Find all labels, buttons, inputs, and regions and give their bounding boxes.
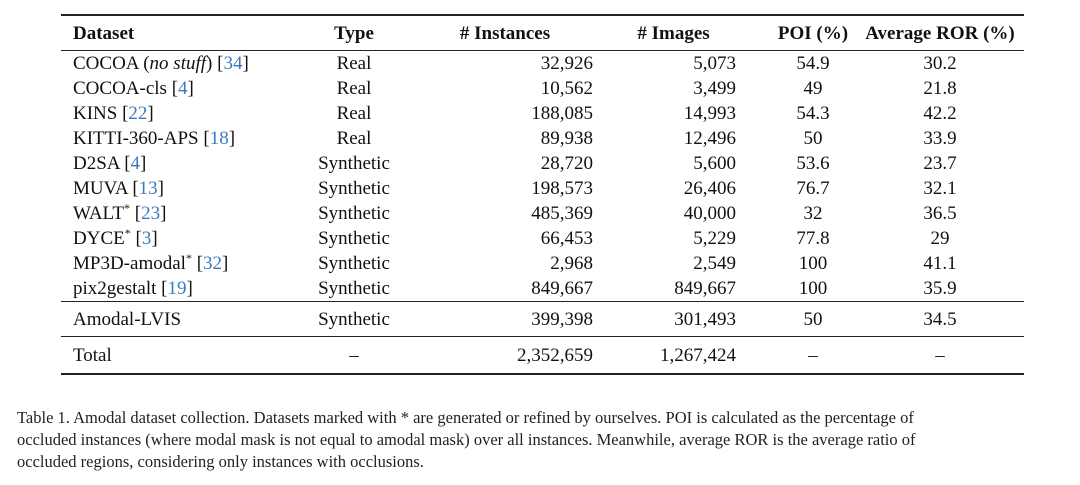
dataset-name: D2SA xyxy=(73,153,120,174)
cell-poi: 50 xyxy=(803,128,823,149)
cell-images: 3,499 xyxy=(693,78,736,99)
cell-images: 26,406 xyxy=(683,178,736,199)
cell-poi: 100 xyxy=(798,253,828,274)
cell-dataset: COCOA (no stuff) [34] xyxy=(73,53,249,74)
dataset-name: WALT xyxy=(73,203,125,224)
citation-link[interactable]: 32 xyxy=(203,253,223,274)
cell-poi: 49 xyxy=(803,78,823,99)
dataset-name: COCOA xyxy=(73,53,139,74)
cell-poi: 54.9 xyxy=(796,53,830,74)
cell-instances: 28,720 xyxy=(540,153,593,174)
dataset-name: MP3D-amodal xyxy=(73,253,186,274)
cell-dataset: DYCE* [3] xyxy=(73,226,158,249)
header-poi: POI (%) xyxy=(770,15,856,51)
cell-ror: 32.1 xyxy=(923,178,957,199)
cell-instances: 485,369 xyxy=(531,203,593,224)
cell-images: 2,549 xyxy=(693,253,736,274)
cell-images: 1,267,424 xyxy=(611,337,770,375)
header-ror: Average ROR (%) xyxy=(856,15,1024,51)
table-row xyxy=(61,101,1024,126)
cell-ror: 30.2 xyxy=(923,53,957,74)
cell-ror: 33.9 xyxy=(923,128,957,149)
cell-type: Synthetic xyxy=(318,203,390,224)
cell-ror: 36.5 xyxy=(923,203,957,224)
refined-marker: * xyxy=(124,201,131,215)
cell-type: Synthetic xyxy=(318,178,390,199)
cell-type: Synthetic xyxy=(318,153,390,174)
table-row xyxy=(61,176,1024,201)
cell-ror: 23.7 xyxy=(923,153,957,174)
table-row xyxy=(61,76,1024,101)
cell-ror: 42.2 xyxy=(923,103,957,124)
cell-type: Real xyxy=(336,103,372,124)
cell-poi: 77.8 xyxy=(796,228,830,249)
citation-link[interactable]: 4 xyxy=(130,153,141,174)
table-row xyxy=(61,276,1024,302)
citation-link[interactable]: 3 xyxy=(141,228,152,249)
cell-instances: 32,926 xyxy=(540,53,593,74)
cell-instances: 66,453 xyxy=(540,228,593,249)
cell-images: 40,000 xyxy=(683,203,736,224)
cell-instances: 399,398 xyxy=(417,302,611,337)
total-row xyxy=(61,337,1024,375)
cell-dataset: MP3D-amodal* [32] xyxy=(73,251,229,274)
dataset-name: MUVA xyxy=(73,178,128,199)
table-row xyxy=(61,151,1024,176)
cell-poi: 54.3 xyxy=(796,103,830,124)
citation-link[interactable]: 22 xyxy=(128,103,148,124)
dataset-name: KITTI-360-APS xyxy=(73,128,199,149)
cell-poi: 76.7 xyxy=(796,178,830,199)
cell-dataset: Total xyxy=(61,337,291,375)
table-row xyxy=(61,226,1024,251)
header-instances: # Instances xyxy=(417,15,611,51)
table-row xyxy=(61,126,1024,151)
header-images: # Images xyxy=(611,15,770,51)
cell-ror: 29 xyxy=(930,228,950,249)
cell-type: Synthetic xyxy=(318,278,390,299)
amodal-lvis-row xyxy=(61,302,1024,337)
table-row xyxy=(61,51,1024,77)
cell-instances: 198,573 xyxy=(531,178,593,199)
cell-dataset: D2SA [4] xyxy=(73,153,147,174)
cell-type: Synthetic xyxy=(318,253,390,274)
cell-images: 5,073 xyxy=(693,53,736,74)
citation-link[interactable]: 23 xyxy=(141,203,161,224)
cell-poi: 53.6 xyxy=(796,153,830,174)
caption-line: occluded regions, considering only instances with occlusions. xyxy=(17,452,424,471)
cell-images: 5,600 xyxy=(693,153,736,174)
header-row xyxy=(61,15,1024,51)
dataset-name: COCOA-cls xyxy=(73,78,167,99)
cell-type: Real xyxy=(336,78,372,99)
cell-ror: 21.8 xyxy=(923,78,957,99)
citation-link[interactable]: 18 xyxy=(209,128,229,149)
table-caption xyxy=(17,407,1073,473)
cell-ror: 41.1 xyxy=(923,253,957,274)
cell-ror: – xyxy=(856,337,1024,375)
cell-instances: 849,667 xyxy=(531,278,593,299)
cell-images: 14,993 xyxy=(683,103,736,124)
cell-instances: 89,938 xyxy=(540,128,593,149)
cell-type: Synthetic xyxy=(291,302,417,337)
cell-type: – xyxy=(291,337,417,375)
citation-link[interactable]: 19 xyxy=(167,278,187,299)
dataset-name: DYCE xyxy=(73,228,125,249)
dataset-table xyxy=(61,14,1024,375)
cell-instances: 2,352,659 xyxy=(417,337,611,375)
cell-dataset: MUVA [13] xyxy=(73,178,164,199)
cell-dataset: pix2gestalt [19] xyxy=(73,278,193,299)
cell-dataset: KITTI-360-APS [18] xyxy=(73,128,236,149)
cell-type: Real xyxy=(336,53,372,74)
cell-instances: 10,562 xyxy=(540,78,593,99)
cell-poi: 100 xyxy=(798,278,828,299)
refined-marker: * xyxy=(124,226,131,240)
cell-poi: 32 xyxy=(803,203,823,224)
dataset-name: pix2gestalt xyxy=(73,278,157,299)
cell-dataset: Amodal-LVIS xyxy=(61,302,291,337)
header-type: Type xyxy=(291,15,417,51)
dataset-qualifier: no stuff xyxy=(149,53,207,74)
cell-dataset: COCOA-cls [4] xyxy=(73,78,194,99)
cell-dataset: WALT* [23] xyxy=(73,201,167,224)
cell-instances: 188,085 xyxy=(531,103,593,124)
cell-poi: 50 xyxy=(770,302,856,337)
cell-images: 5,229 xyxy=(693,228,736,249)
cell-ror: 35.9 xyxy=(923,278,957,299)
table-row xyxy=(61,201,1024,226)
cell-poi: – xyxy=(770,337,856,375)
refined-marker: * xyxy=(185,251,192,265)
dataset-rows xyxy=(61,51,1024,302)
cell-type: Real xyxy=(336,128,372,149)
cell-ror: 34.5 xyxy=(856,302,1024,337)
cell-images: 12,496 xyxy=(683,128,736,149)
citation-link[interactable]: 4 xyxy=(178,78,188,99)
cell-dataset: KINS [22] xyxy=(73,103,154,124)
cell-type: Synthetic xyxy=(318,228,390,249)
dataset-name: KINS xyxy=(73,103,118,124)
cell-images: 849,667 xyxy=(674,278,736,299)
citation-link[interactable]: 34 xyxy=(223,53,243,74)
citation-link[interactable]: 13 xyxy=(138,178,158,199)
cell-instances: 2,968 xyxy=(550,253,593,274)
header-dataset: Dataset xyxy=(61,15,291,51)
cell-images: 301,493 xyxy=(611,302,770,337)
table-row xyxy=(61,251,1024,276)
caption-line: occluded instances (where modal mask is not equal to amodal mask) over all instances. Meanwhile, average ROR is the average ratio of xyxy=(17,430,916,449)
caption-line: Table 1. Amodal dataset collection. Datasets marked with * are generated or refined by ourselves. POI is calculated as the percentage of xyxy=(17,408,914,427)
